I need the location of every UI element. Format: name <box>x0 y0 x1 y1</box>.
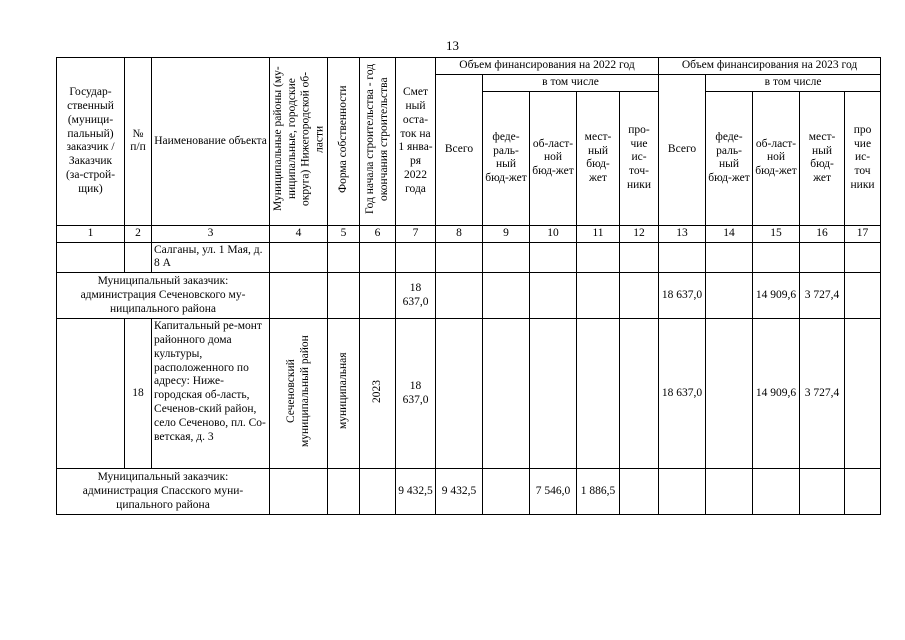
col-number: 7 <box>396 225 436 242</box>
ownership-cell: муниципальная <box>328 319 360 469</box>
page-number: 13 <box>446 38 459 53</box>
col-number: 12 <box>620 225 659 242</box>
col-number: 5 <box>328 225 360 242</box>
subtotal-row <box>57 273 881 319</box>
estimate-value: 9 432,5 <box>396 469 436 515</box>
column-number-row <box>57 225 881 242</box>
table-row <box>57 319 881 469</box>
financing-table <box>56 57 881 515</box>
col-number: 8 <box>436 225 483 242</box>
year-cell: 2023 <box>360 319 396 469</box>
local-2022-value: 1 886,5 <box>577 469 620 515</box>
local-2023-value: 3 727,4 <box>800 319 845 469</box>
customer-label: Муниципальный заказчик: администрация Спасского муни-ципального района <box>57 469 270 515</box>
header-total-2022: Всего <box>436 74 483 225</box>
header-financing-2023: Объем финансирования на 2023 год <box>659 58 881 75</box>
header-other-2022: про-чие ис-точ-ники <box>620 91 659 225</box>
local-2023-value: 3 727,4 <box>800 273 845 319</box>
header-other-2023: про чие ис-точ ники <box>845 91 881 225</box>
col-number: 14 <box>706 225 753 242</box>
header-federal-2022: феде-раль-ный бюд-жет <box>483 91 530 225</box>
object-name: Салганы, ул. 1 Мая, д. 8 А <box>152 242 270 273</box>
header-financing-2022: Объем финансирования на 2022 год <box>436 58 659 75</box>
header-customer: Государ-ственный (муници-пальный) заказчик / Заказчик (за-строй-щик) <box>57 58 125 226</box>
col-number: 4 <box>270 225 328 242</box>
col-number: 9 <box>483 225 530 242</box>
header-years: Год начала строительства - год окончания строительства <box>360 58 396 226</box>
table-row <box>57 242 881 273</box>
total-2023-value: 18 637,0 <box>659 319 706 469</box>
col-number: 6 <box>360 225 396 242</box>
regional-2023-value: 14 909,6 <box>753 273 800 319</box>
item-number: 18 <box>125 319 152 469</box>
col-number: 1 <box>57 225 125 242</box>
header-number: № п/п <box>125 58 152 226</box>
col-number: 16 <box>800 225 845 242</box>
subtotal-row <box>57 469 881 515</box>
header-local-2022: мест-ный бюд-жет <box>577 91 620 225</box>
estimate-value: 18 637,0 <box>396 319 436 469</box>
customer-label: Муниципальный заказчик: администрация Сеченовского му-ниципального района <box>57 273 270 319</box>
header-ownership: Форма собственности <box>328 58 360 226</box>
header-estimate: Смет ный оста-ток на 1 янва-ря 2022 года <box>396 58 436 226</box>
col-number: 17 <box>845 225 881 242</box>
col-number: 11 <box>577 225 620 242</box>
header-object-name: Наименование объекта <box>152 58 270 226</box>
district-cell: Сеченовский муниципальный район <box>270 319 328 469</box>
col-number: 13 <box>659 225 706 242</box>
col-number: 2 <box>125 225 152 242</box>
header-including-2023: в том числе <box>706 74 881 91</box>
header-including-2022: в том числе <box>483 74 659 91</box>
header-districts: Муниципальные районы (му-ниципальные, городские округа) Нижегородской об-ласти <box>270 58 328 226</box>
regional-2022-value: 7 546,0 <box>530 469 577 515</box>
total-2023-value: 18 637,0 <box>659 273 706 319</box>
col-number: 15 <box>753 225 800 242</box>
header-federal-2023: феде-раль-ный бюд-жет <box>706 91 753 225</box>
header-total-2023: Всего <box>659 74 706 225</box>
header-regional-2023: об-ласт-ной бюд-жет <box>753 91 800 225</box>
estimate-value: 18 637,0 <box>396 273 436 319</box>
col-number: 10 <box>530 225 577 242</box>
header-local-2023: мест-ный бюд-жет <box>800 91 845 225</box>
header-regional-2022: об-ласт-ной бюд-жет <box>530 91 577 225</box>
regional-2023-value: 14 909,6 <box>753 319 800 469</box>
total-2022-value: 9 432,5 <box>436 469 483 515</box>
object-name: Капитальный ре-монт районного дома культуры, расположенного по адресу: Ниже-городская об-ласть, Сеченов-ский район, село Сеченово, пл. Со-ветская, д. 3 <box>152 319 270 469</box>
col-number: 3 <box>152 225 270 242</box>
